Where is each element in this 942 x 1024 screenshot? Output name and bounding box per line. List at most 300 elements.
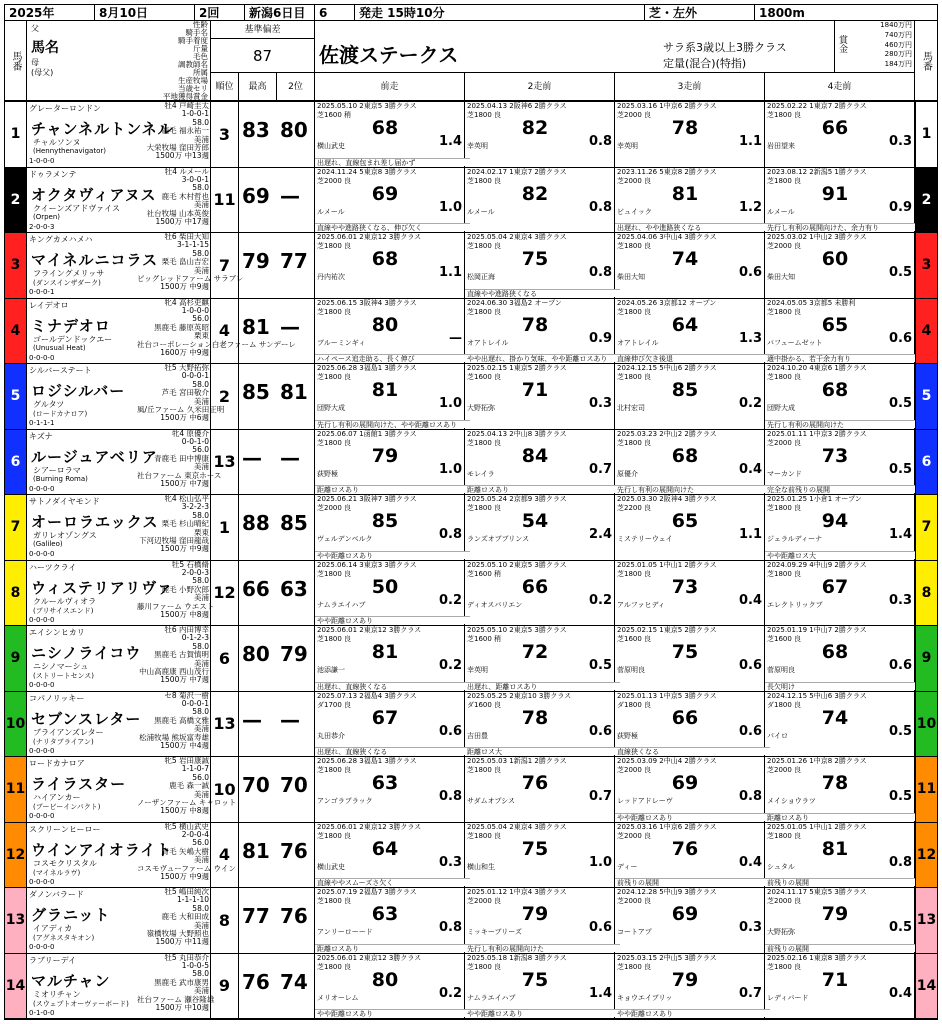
race-score: 91 [821, 182, 849, 205]
gate-number-left: 10 [5, 692, 27, 757]
detail-line: 牡5 丸田恭介 [164, 952, 209, 962]
horse-header [27, 21, 211, 101]
race-date: 2025.05.18 1新潟8 3勝クラス [467, 953, 567, 962]
dam-name: グルタツ [33, 400, 65, 409]
detail-line: 美浦 [194, 789, 209, 799]
race-margin: 0.4 [738, 854, 762, 870]
horse-row[interactable] [5, 495, 937, 561]
race-date: 2025.06.01 2東京12 3勝クラス [317, 953, 422, 962]
race-score: 69 [671, 903, 699, 925]
past-race-3[interactable] [615, 233, 765, 298]
label-sire: 父 [31, 24, 39, 33]
race-margin: 0.2 [438, 658, 462, 673]
race-date: 2024.12.15 5中山6 3勝クラス [767, 691, 867, 700]
horse-row[interactable] [5, 233, 937, 299]
prize-block [835, 21, 915, 73]
horse-name[interactable]: セブンスレター [31, 709, 142, 728]
detail-line: セ8 菊沢一樹 [164, 690, 209, 700]
detail-line: 58.0 [192, 379, 209, 389]
horse-details [137, 232, 244, 292]
detail-line: 58.0 [192, 183, 209, 193]
race-jockey: 荻野極 [317, 469, 338, 478]
gate-number-right: 5 [915, 364, 937, 429]
race-jockey: バフュームゼット [767, 338, 823, 347]
best-score: 81 [242, 838, 270, 863]
race-track: 芝1800 良 [317, 373, 352, 381]
past-race-2[interactable] [465, 757, 615, 822]
race-comment: やや距離ロスあり [315, 1009, 470, 1017]
detail-line: 3-0-0-1 [181, 174, 209, 184]
race-margin: — [449, 330, 462, 346]
race-score: 68 [371, 248, 399, 270]
base-label: 基準偏差 [211, 21, 315, 39]
race-track: 芝1800 良 [617, 373, 652, 381]
horse-details [137, 168, 211, 227]
race-track: 芝1800 良 [467, 962, 502, 971]
past-race-2[interactable] [465, 299, 615, 364]
race-date: 2025.06.28 3福島1 3勝クラス [317, 364, 417, 372]
race-jockey: オアトレイル [467, 338, 509, 347]
race-jockey: 幸英明 [617, 142, 638, 150]
past-race-4[interactable] [765, 495, 915, 560]
past-race-4[interactable] [765, 757, 915, 822]
detail-line: 美浦 [194, 855, 209, 865]
detail-line: 58.0 [192, 969, 209, 979]
detail-line: 58.0 [192, 117, 209, 127]
horse-row[interactable] [5, 299, 937, 365]
gate-number-right: 6 [915, 430, 937, 495]
horse-details [137, 692, 211, 751]
horse-row[interactable] [5, 102, 937, 168]
detail-line: 1500万 中7週 [160, 478, 209, 488]
year: 2025年 [5, 5, 95, 20]
second-score: — [280, 445, 300, 470]
past-race-2[interactable] [465, 626, 615, 691]
past-race-1[interactable] [315, 495, 465, 560]
race-margin: 0.8 [438, 789, 462, 804]
past-race-4[interactable] [765, 430, 915, 495]
race-score: 65 [821, 313, 849, 336]
best-score: — [242, 445, 262, 470]
past-race-1[interactable] [315, 364, 465, 429]
past-race-4[interactable] [765, 626, 915, 691]
past-race-4[interactable] [765, 561, 915, 626]
horse-name[interactable]: ウィステリアリヴァ [31, 578, 174, 597]
race-margin: 0.5 [888, 396, 912, 411]
past-race-3[interactable] [615, 954, 765, 1019]
horse-name[interactable]: ロジシルバー [31, 382, 126, 400]
past-race-3[interactable] [615, 757, 765, 822]
past-race-1[interactable] [315, 168, 465, 233]
detail-line: 松浦牧場 熊坂富寿雄 [139, 732, 209, 742]
race-date: 2025.03.16 1中京6 2勝クラス [617, 822, 717, 831]
best-scores [239, 954, 315, 1019]
past-race-1[interactable] [315, 102, 465, 167]
best-score: 70 [242, 773, 270, 797]
second-score: 85 [280, 511, 308, 535]
sire-name: ロードカナロア [29, 759, 85, 768]
detail-line: 58.0 [192, 248, 209, 258]
second-score: 80 [280, 118, 308, 142]
best-score: 85 [242, 380, 270, 404]
past-race-1[interactable] [315, 692, 465, 757]
race-jockey: パイロ [767, 731, 788, 740]
past-race-1[interactable] [315, 823, 465, 888]
race-jockey: 菅原明良 [767, 666, 795, 674]
best-scores [239, 692, 315, 757]
second-score: 81 [280, 380, 308, 404]
label-jockey: 騎手名 [185, 28, 208, 37]
past-race-3[interactable] [615, 168, 765, 233]
race-date: 2024.11.17 5東京5 3勝クラス [767, 888, 867, 896]
horse-name[interactable]: オーロラエックス [31, 513, 159, 531]
dam-name: ニシノマーシュ [33, 662, 89, 671]
past-race-2[interactable] [465, 561, 615, 626]
past-race-1[interactable] [315, 561, 465, 626]
label-sale: 当歳セリ [178, 84, 208, 93]
horse-row[interactable] [5, 430, 937, 496]
horse-row[interactable] [5, 561, 937, 627]
past-race-2[interactable] [465, 823, 615, 888]
past-race-4[interactable] [765, 823, 915, 888]
second-score: 74 [280, 969, 308, 994]
horse-name[interactable]: マイネルニコラス [31, 251, 159, 269]
course-record: 0-1-0-0 [29, 1008, 55, 1017]
gate-number-right: 3 [915, 233, 937, 298]
course-record: 2-0-0-3 [29, 222, 55, 231]
race-margin: 0.4 [738, 461, 762, 477]
race-track: 芝1800 良 [467, 242, 502, 250]
col-second: 2位 [277, 73, 315, 101]
race-date: 2025.05.10 2東京5 3勝クラス [467, 626, 567, 634]
past-race-4[interactable] [765, 168, 915, 233]
label-dam: 母 [31, 58, 39, 67]
best-scores [239, 626, 315, 691]
past-race-1[interactable] [315, 757, 465, 822]
dam-name: チャルソンヌ [33, 138, 81, 147]
gate-number-left: 1 [5, 102, 27, 167]
race-margin: 0.8 [588, 265, 612, 280]
sire-name: キズナ [29, 431, 53, 441]
detail-line: 牝4 松山弘平 [164, 494, 209, 503]
gate-number-left: 3 [5, 233, 27, 298]
course-record: 0-0-0-0 [29, 746, 55, 755]
detail-line: 58.0 [192, 641, 209, 651]
race-margin: 0.9 [888, 199, 912, 215]
race-no: 6 [315, 5, 355, 20]
horse-name[interactable]: グラニット [31, 906, 111, 924]
gate-number-left: 7 [5, 495, 27, 560]
horse-details [137, 495, 211, 554]
race-jockey: メイショウラツ [767, 797, 816, 805]
race-jockey: ミステリーウェイ [617, 535, 673, 543]
past-race-3[interactable] [615, 430, 765, 495]
label-jockey-rank: 騎手着度 [178, 36, 208, 45]
race-comment: 距離ロス大 [465, 747, 620, 755]
race-date: 2023.08.12 2新潟5 1勝クラス [767, 167, 867, 176]
detail-line: 牡5 大野拓弥 [164, 363, 209, 372]
horse-row[interactable] [5, 626, 937, 692]
gate-number-right: 13 [915, 888, 937, 953]
rank-order: 11 [211, 168, 239, 233]
detail-line: 栗東 [194, 331, 209, 341]
race-date: 2025.02.15 1東京5 2勝クラス [617, 626, 717, 634]
past-race-3[interactable] [615, 692, 765, 757]
past-race-2[interactable] [465, 364, 615, 429]
race-track: 芝1600 稍 [467, 635, 502, 643]
horse-row[interactable] [5, 692, 937, 758]
race-date: 2023.11.26 5東京8 2勝クラス [617, 167, 717, 176]
label-prize: 平地獲得賞金 [163, 92, 208, 101]
race-score: 75 [671, 641, 699, 663]
dam-name: クイーンズアドヴァイス [33, 203, 121, 213]
past-race-3[interactable] [615, 364, 765, 429]
gate-number-left: 9 [5, 626, 27, 691]
past-race-2[interactable] [465, 102, 615, 167]
race-score: 94 [821, 510, 849, 532]
dam-name: コスモクリスタル [33, 858, 97, 868]
broodmare-sire: (マイネルラヴ) [33, 868, 81, 877]
race-score: 80 [371, 313, 399, 336]
horse-details [137, 428, 222, 489]
best-score: 76 [242, 969, 270, 994]
past-race-4[interactable] [765, 954, 915, 1019]
past-race-3[interactable] [615, 626, 765, 691]
past-race-2[interactable] [465, 233, 615, 298]
race-score: 72 [521, 641, 549, 663]
race-score: 76 [671, 837, 699, 860]
race-track: 芝1800 良 [767, 962, 802, 971]
past-race-3[interactable] [615, 102, 765, 167]
past-race-3[interactable] [615, 561, 765, 626]
horse-row[interactable] [5, 757, 937, 823]
race-jockey: 大野拓弥 [767, 928, 795, 936]
past-race-4[interactable] [765, 692, 915, 757]
past-race-3[interactable] [615, 823, 765, 888]
race-jockey: 吉田豊 [467, 731, 488, 740]
detail-line: 1600万 中9週 [160, 347, 209, 357]
broodmare-sire: (Hennythenavigator) [33, 147, 106, 155]
race-title-block [315, 21, 655, 73]
best-score: 81 [242, 314, 270, 339]
race-track: 芝1800 良 [767, 373, 802, 381]
broodmare-sire: (ダンスインザダーク) [33, 279, 101, 287]
past-race-4[interactable] [765, 233, 915, 298]
rank-order: 9 [211, 954, 239, 1019]
race-margin: 0.3 [738, 920, 762, 935]
horse-info [27, 102, 211, 167]
horse-name[interactable]: ライラスター [31, 775, 127, 793]
race-date: 2024.12.28 5中山9 3勝クラス [617, 888, 717, 896]
detail-line: 牝4 原優介 [171, 428, 209, 438]
race-score: 67 [371, 706, 399, 729]
horse-name[interactable]: ウインアイオライト [31, 840, 173, 859]
race-date: 2025.02.15 1東京5 2勝クラス [467, 364, 567, 372]
detail-line: 58.0 [192, 510, 209, 520]
race-score: 81 [371, 379, 399, 401]
past-race-1[interactable] [315, 888, 465, 953]
horse-info [27, 626, 211, 691]
col-order: 順位 [211, 73, 239, 101]
horse-details [137, 756, 237, 816]
past-race-4[interactable] [765, 299, 915, 364]
horse-name[interactable]: マルチャン [31, 971, 111, 990]
sire-name: グレーターロンドン [29, 104, 101, 113]
race-margin: 1.0 [438, 461, 462, 477]
best-scores [239, 364, 315, 429]
race-score: 67 [821, 575, 849, 598]
detail-line: 牝4 高杉吏麒 [164, 297, 209, 307]
broodmare-sire: (ストリートセンス) [33, 672, 95, 680]
detail-line: 美浦 [194, 658, 209, 668]
race-comment: 前残りの展開 [765, 878, 920, 886]
race-track: 芝1600 良 [767, 635, 802, 643]
sire-name: エイシンヒカリ [29, 628, 85, 637]
race-margin: 0.4 [888, 985, 912, 1001]
race-comment: 完全な前残りの展開 [765, 485, 920, 493]
horse-row[interactable] [5, 823, 937, 889]
race-margin: 0.5 [888, 920, 912, 935]
race-track: 芝1800 良 [617, 307, 652, 316]
detail-line: 56.0 [192, 445, 209, 455]
race-date: 2025.05.04 2東京4 3勝クラス [467, 822, 567, 831]
prize-2: 740万円 [884, 30, 912, 39]
detail-line: 美浦 [194, 920, 209, 930]
race-comment: 直線狭くなる [615, 747, 770, 755]
race-score: 64 [671, 313, 699, 336]
past-race-3[interactable] [615, 299, 765, 364]
race-margin: 0.8 [588, 134, 612, 149]
past-race-3[interactable] [615, 495, 765, 560]
race-comment: 出遅れ、やや進路狭くなる [615, 223, 770, 231]
race-comment: 先行し有利の展開向けた [465, 944, 620, 952]
race-score: 79 [671, 968, 699, 991]
race-margin: 0.6 [738, 723, 762, 739]
horse-name[interactable]: ルージュアベリア [31, 447, 158, 466]
detail-line: 嶺橋牧場 大野照也 [146, 929, 209, 939]
race-comment: 直線伸び欠き後退 [615, 354, 770, 362]
past-race-1[interactable] [315, 299, 465, 364]
horse-row[interactable] [5, 168, 937, 234]
col-uma-right: 馬番 [915, 21, 937, 101]
best-scores [239, 430, 315, 495]
race-score: 82 [521, 182, 549, 205]
race-date: 2025.06.07 1函館1 3勝クラス [317, 429, 417, 438]
race-comment: やや出遅れ、掛かり気味、やや距離ロスあり [465, 354, 620, 362]
race-jockey: ナムラエイハブ [317, 600, 366, 609]
race-comment: 距離ロスあり [315, 485, 470, 493]
best-scores [239, 233, 315, 298]
past-race-1[interactable] [315, 233, 465, 298]
past-race-4[interactable] [765, 888, 915, 953]
rank-order: 4 [211, 299, 239, 364]
prize-3: 460万円 [884, 40, 912, 49]
horse-info [27, 692, 211, 757]
past-race-2[interactable] [465, 495, 615, 560]
course-record: 0-0-0-0 [29, 681, 55, 689]
race-score: 64 [371, 837, 399, 860]
race-comment: やや距離ロスあり [615, 1009, 770, 1017]
horse-name[interactable]: ニシノライコウ [31, 644, 142, 662]
horse-name[interactable]: チャンネルトンネル [31, 120, 174, 138]
race-comment: 距離ロスあり [765, 813, 920, 821]
second-score: 63 [280, 576, 308, 601]
race-track: 芝1600 良 [467, 373, 502, 381]
race-comment: 出遅れ、距離ロスあり [465, 682, 620, 690]
race-comment: 先行し有利の展開向けた [615, 485, 770, 493]
race-margin: 0.3 [588, 396, 612, 411]
detail-line: 青鹿毛 田中博康 [154, 453, 209, 463]
past-race-4[interactable] [765, 364, 915, 429]
past-race-2[interactable] [465, 692, 615, 757]
label-name: 馬名 [31, 40, 59, 56]
race-jockey: 大野拓弥 [467, 404, 495, 412]
race-margin: 0.5 [888, 265, 912, 280]
horse-row[interactable] [5, 954, 937, 1020]
past-race-2[interactable] [465, 954, 615, 1019]
past-race-1[interactable] [315, 626, 465, 691]
race-jockey: 荻野極 [617, 731, 638, 740]
past-race-1[interactable] [315, 430, 465, 495]
past-race-2[interactable] [465, 430, 615, 495]
detail-line: 0-1-2-3 [181, 633, 209, 643]
race-date: 2024.05.26 3京都12 オープン [617, 298, 717, 307]
race-score: 81 [671, 182, 699, 205]
broodmare-sire: (スウェプトオーヴァーボード) [33, 999, 129, 1008]
past-race-3[interactable] [615, 888, 765, 953]
race-date: 2025.03.16 1中京6 2勝クラス [617, 102, 717, 110]
best-score: 66 [242, 576, 270, 601]
horse-name[interactable]: オクタヴィアヌス [31, 185, 157, 204]
race-track: 芝1800 良 [767, 176, 802, 185]
race-score: 66 [671, 706, 699, 729]
race-margin: 0.9 [588, 330, 612, 346]
race-comment: 出遅れ、直線狭くなる [315, 747, 470, 755]
detail-line: 美浦 [194, 265, 209, 275]
race-date: 2025.06.15 3阪神4 3勝クラス [317, 298, 417, 307]
race-score: 74 [671, 248, 699, 270]
second-score: 76 [280, 904, 308, 928]
race-date: 2025.03.23 2中山2 2勝クラス [617, 429, 717, 438]
gate-number-left: 14 [5, 954, 27, 1019]
horse-info [27, 168, 211, 233]
horse-row[interactable] [5, 888, 937, 954]
race-track: 芝1600 良 [617, 635, 652, 643]
race-jockey: ミッキーブリーズ [467, 928, 522, 936]
conditions: サラ系3歳以上3勝クラス [663, 41, 787, 54]
race-jockey: ビュイック [617, 207, 652, 216]
race-track: 芝1800 良 [767, 504, 802, 512]
detail-line: 牝5 岩田康誠 [164, 756, 209, 765]
race-score: 68 [371, 117, 399, 139]
horse-name[interactable]: ミナデオロ [31, 316, 111, 335]
horse-row[interactable] [5, 364, 937, 430]
past-race-1[interactable] [315, 954, 465, 1019]
date: 8月10日 [95, 5, 195, 20]
race-margin: 0.3 [888, 134, 912, 149]
past-race-4[interactable] [765, 102, 915, 167]
col-uma-left: 馬番 [5, 21, 27, 101]
race-track: 芝1800 良 [317, 962, 352, 971]
race-jockey: ディー [617, 862, 638, 871]
race-margin: 0.7 [738, 985, 762, 1001]
past-race-2[interactable] [465, 888, 615, 953]
race-margin: 0.6 [738, 658, 762, 673]
race-track: 芝2000 良 [617, 176, 652, 185]
past-race-2[interactable] [465, 168, 615, 233]
gate-number-left: 8 [5, 561, 27, 626]
race-date: 2025.05.04 2東京4 3勝クラス [467, 233, 567, 241]
